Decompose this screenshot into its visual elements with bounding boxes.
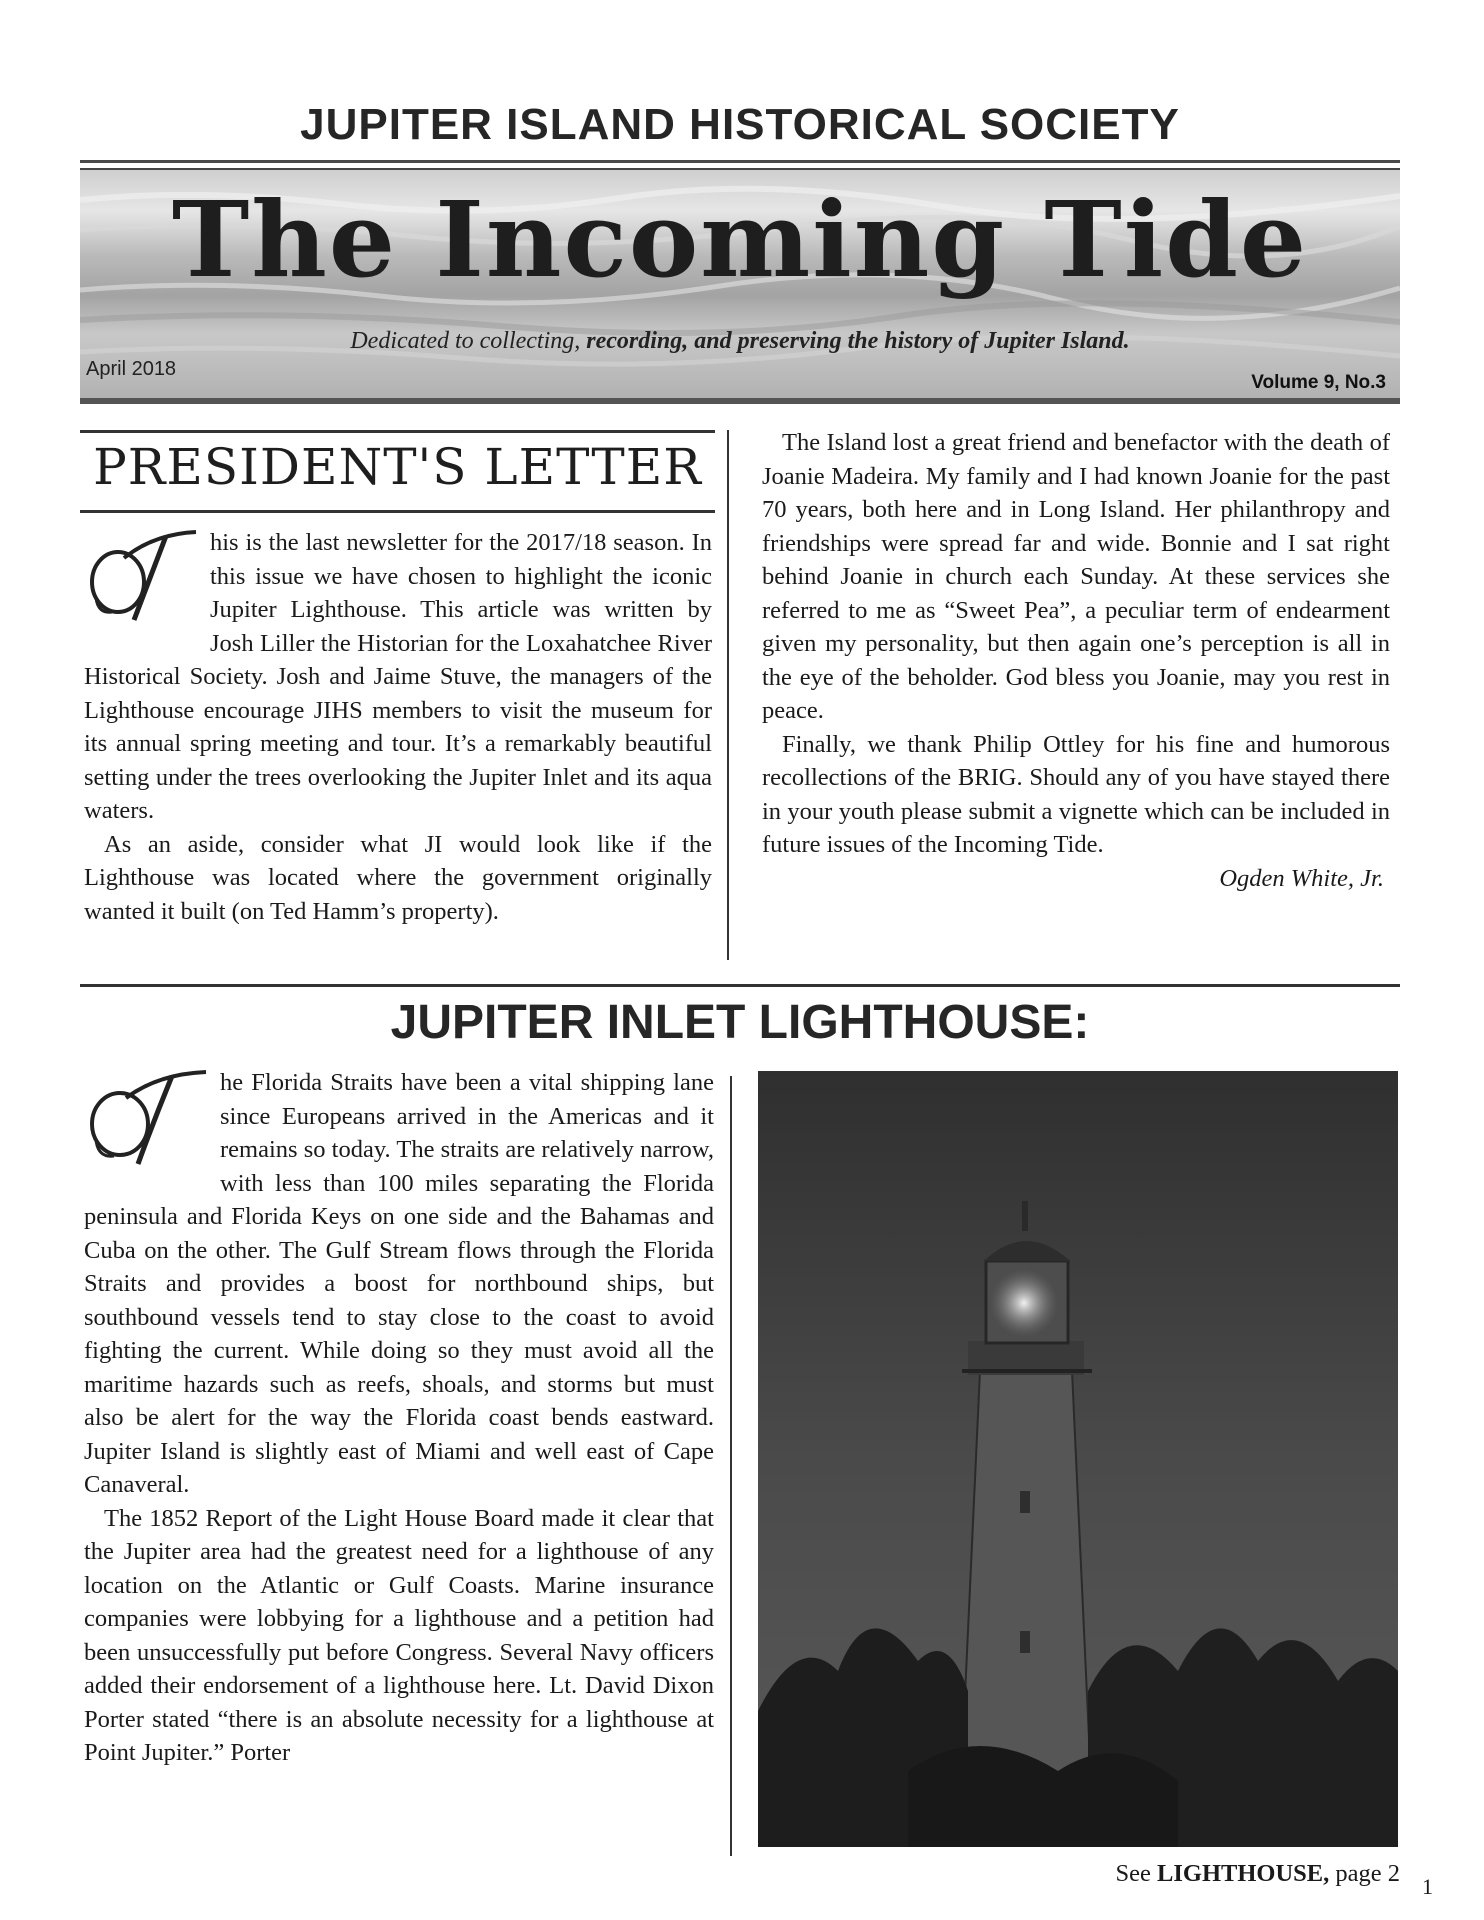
divider (80, 984, 1400, 987)
motto-plain: Dedicated to collecting, (350, 328, 581, 354)
masthead-banner (80, 168, 1400, 404)
drop-cap (84, 1068, 212, 1172)
society-name: JUPITER ISLAND HISTORICAL SOCIETY (300, 100, 1180, 149)
caption-suffix: page 2 (1335, 1860, 1400, 1887)
presidents-letter-heading: PRESIDENT'S LETTER (93, 438, 702, 496)
column-divider (730, 1076, 732, 1856)
presidents-letter-p4: Finally, we thank Philip Ottley for his fine and humorous recollections of the BRIG. Should any of you have stayed there in your youth please submit a vignette which can be included in future issues of the Incoming Tide. (762, 730, 1390, 858)
column-divider (727, 430, 729, 960)
caption-link: LIGHTHOUSE, (1157, 1860, 1330, 1887)
issue-date: April 2018 (86, 358, 177, 380)
drop-cap-ornament (84, 528, 202, 628)
lighthouse-photo (758, 1071, 1398, 1847)
continuation-caption (1116, 1860, 1400, 1888)
signature: Ogden White, Jr. (1219, 864, 1384, 892)
lighthouse-heading: JUPITER INLET LIGHTHOUSE: (390, 996, 1090, 1049)
divider (80, 160, 1400, 163)
caption-prefix: See (1115, 1860, 1151, 1887)
lighthouse-column-1 (84, 1066, 714, 1770)
page-number: 1 (1422, 1874, 1433, 1899)
presidents-letter-p3: The Island lost a great friend and benefactor with the death of Joanie Madeira. My family and I had known Joanie for the past 70 years, both here and in Long Island. Her philanthropy and friendships were spread far and wide. Bonnie and I sat right behind Joanie in church each Sunday. At these services she referred to me as “Sweet Pea”, a peculiar term of endearment given my personality, but then again one’s perception is all in the eye of the beholder. God bless you Joanie, may you rest in peace. (762, 429, 1390, 724)
drop-cap-ornament (84, 1068, 212, 1172)
newsletter-motto (80, 328, 1400, 355)
presidents-letter-p1: his is the last newsletter for the 2017/18 season. In this issue we have chosen to highlight the iconic Jupiter Lighthouse. This article was written by Josh Liller the Historian for the Loxahatchee River Historical Society. Josh and Jaime Stuve, the managers of the Lighthouse encourage JIHS members to visit the museum for its annual spring meeting and tour. It’s a remarkably beautiful setting under the trees overlooking the Jupiter Inlet and its aqua waters. (84, 529, 712, 824)
motto-emphasis: recording, and preserving the history of Jupiter Island. (586, 328, 1130, 354)
newsletter-title: The Incoming Tide (171, 178, 1309, 301)
presidents-letter-column-1 (84, 526, 712, 928)
lighthouse-p1: he Florida Straits have been a vital shipping lane since Europeans arrived in the Americas and it remains so today. The straits are relatively narrow, with less than 100 miles separating the Florida peninsula and Florida Keys on one side and the Bahamas and Cuba on the other. The Gulf Stream flows through the Florida Straits and provides a boost for northbound ships, but southbound vessels tend to stay close to the coast to avoid fighting the current. While doing so they must avoid all the maritime hazards such as reefs, shoals, and storms but must also be alert for the way the Florida coast bends eastward. Jupiter Island is slightly east of Miami and well east of Cape Canaveral. (84, 1069, 714, 1498)
lighthouse-illustration (758, 1071, 1398, 1847)
presidents-letter-column-2 (762, 426, 1390, 895)
divider (80, 510, 715, 513)
divider (80, 430, 715, 433)
issue-volume: Volume 9, No.3 (1251, 372, 1386, 393)
presidents-letter-p2: As an aside, consider what JI would look like if the Lighthouse was located where the government originally wanted it built (on Ted Hamm’s property). (84, 830, 712, 925)
drop-cap (84, 528, 202, 628)
lighthouse-p2: The 1852 Report of the Light House Board made it clear that the Jupiter area had the greatest need for a lighthouse of any location on the Atlantic or Gulf Coasts. Marine insurance companies were lobbying for a lighthouse and a petition had been unsuccessfully put before Congress. Several Navy officers added their endorsement of a lighthouse here. Lt. David Dixon Porter stated “there is an absolute necessity for a lighthouse at Point Jupiter.” Porter (84, 1504, 714, 1766)
